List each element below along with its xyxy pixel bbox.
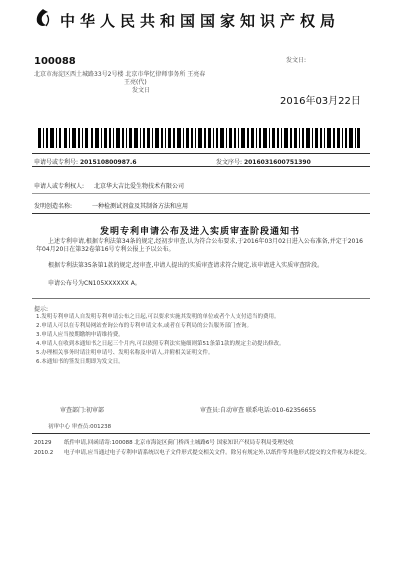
issue-date-value: 2016年03月22日: [280, 96, 361, 107]
document-serial-value: 2016031600751390: [243, 159, 311, 166]
divider-footer: [32, 433, 370, 434]
applicant-value: 北京华大吉比爱生物技术有限公司: [93, 183, 184, 190]
notice-paragraph-1: 上述专利申请,根据专利法第34条的规定,经初步审查,认为符合公布要求,于2016年03月02日进入公布准备,并定于2016年04月20日在第32卷第16号专利公报上予以公布。: [36, 238, 363, 253]
application-number-label: 申请号或专利号:: [34, 159, 79, 166]
divider-applicant: [32, 193, 370, 194]
divider-meta: [32, 166, 370, 167]
note-item: 2.申请人可以在专利局网站查询公布的专利申请文本,或者在专利局的公告服务部门查询。: [36, 323, 252, 329]
invention-title-label: 发明创造名称:: [34, 203, 73, 210]
invention-title-row: [34, 201, 188, 210]
address-line-1: 北京市海淀区西土城路33号2号楼 北京市华忆律师事务所 王亮春: [34, 71, 206, 78]
examiner-contact: 审查员:自动审查 联系电话:010-62356655: [200, 407, 317, 414]
note-item: 1.发明专利申请人自发明专利申请公布之日起,可以要求实施其发明的单位或者个人支付适当的费用。: [36, 314, 280, 320]
applicant-row: [34, 181, 184, 190]
divider-notes: [32, 298, 370, 299]
issue-date-label: 发文日:: [286, 57, 307, 64]
note-item: 5.办理相关事务时请注明申请号、发明名称及申请人,并附相关证明文件。: [36, 350, 214, 356]
recipient-address: [34, 71, 294, 95]
application-number-value: 201510800987.6: [79, 159, 137, 166]
address-line-2: 王亮(代): [124, 79, 147, 86]
divider-fields: [32, 213, 370, 214]
form-code: 20129 2010.2: [34, 440, 54, 456]
document-serial-label: 发文序号:: [216, 159, 243, 166]
notice-paragraph-2: 根据专利法第35条第1款的规定,经审查,申请人提出的实质审查请求符合规定,该申请进入实质审查阶段。: [48, 262, 324, 269]
note-item: 6.本通知书的签发日期即为发文日。: [36, 359, 124, 365]
address-line-3: 发文日: [132, 87, 151, 94]
office-header-title: 中华人民共和国国家知识产权局: [60, 12, 341, 30]
applicant-label: 申请人或专利权人:: [34, 183, 85, 190]
document-serial: [216, 157, 311, 166]
footer-instructions: [64, 438, 376, 458]
application-number: [34, 157, 137, 166]
footer-line-2: 电子申请,应当通过电子专利申请系统以电子文件形式提交相关文件。除另有规定外,以纸件等其他形式提交的文件视为未提交。: [64, 450, 371, 456]
postcode: 100088: [34, 56, 76, 67]
examiner-id: 初审中心 审查员:001238: [48, 424, 112, 430]
notes-list: [36, 313, 362, 367]
cnipa-logo-icon: [34, 8, 52, 28]
footer-line-1: 纸件申请,回函请寄:100088 北京市海淀区蓟门桥西土城路6号 国家知识产权局专利局受理处收: [64, 440, 294, 446]
barcode: [38, 128, 360, 148]
divider-top: [32, 153, 370, 154]
notes-heading: 提示:: [34, 306, 49, 313]
invention-title-value: 一种检测试剂盒及其制备方法和应用: [91, 203, 188, 210]
examination-department: 审查部门:初审部: [60, 407, 105, 414]
note-item: 3.申请人应当按期缴纳申请维持费。: [36, 332, 124, 338]
note-item: 4.申请人在收到本通知书之日起三个月内,可以依照专利法实施细则第51条第1款的规定主动提出修改。: [36, 341, 285, 347]
notice-paragraph-3: 申请公布号为CN105XXXXXX A。: [48, 280, 141, 287]
notice-title: 发明专利申请公布及进入实质审查阶段通知书: [99, 227, 300, 237]
